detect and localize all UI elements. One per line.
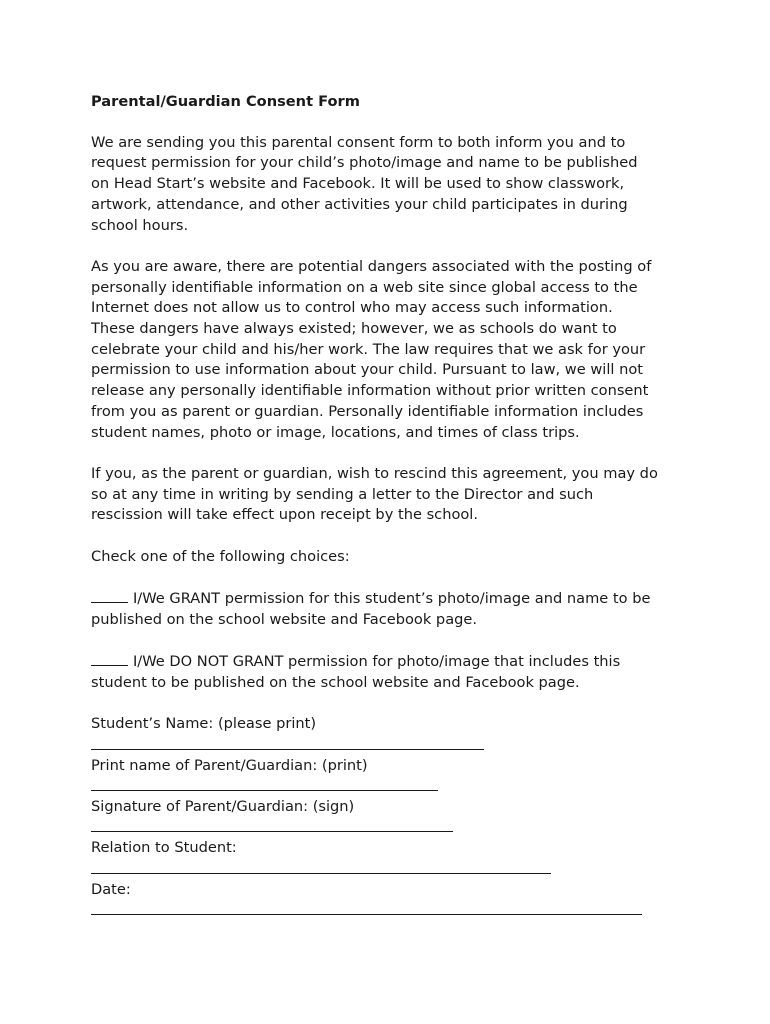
deny-checkbox-blank[interactable]: [91, 651, 128, 666]
deny-permission-text: I/We DO NOT GRANT permission for photo/image that includes this student to be published on the school website and Facebook page.: [91, 653, 621, 691]
relation-label: Relation to Student:: [91, 839, 237, 857]
relation-line[interactable]: [91, 859, 691, 880]
signature-label: Signature of Parent/Guardian: (sign): [91, 798, 355, 816]
date-line[interactable]: [91, 901, 691, 922]
intro-paragraph: We are sending you this parental consent form to both inform you and to request permission for your child’s photo/image and name to be published on Head Start’s website and Facebook. It will be used to show classwork, artwork, attendance, and other activities your child participates in during school hours.: [91, 133, 638, 234]
grant-checkbox-blank[interactable]: [91, 588, 128, 603]
grant-permission-text: I/We GRANT permission for this student’s photo/image and name to be published on the school website and Facebook page.: [91, 590, 651, 628]
signature-line[interactable]: [91, 818, 691, 839]
parent-name-line[interactable]: [91, 776, 691, 797]
student-name-line[interactable]: [91, 735, 691, 756]
parent-name-label: Print name of Parent/Guardian: (print): [91, 756, 368, 774]
relation-field: [91, 838, 691, 879]
dangers-paragraph: As you are aware, there are potential dangers associated with the posting of personally identifiable information on a web site since global access to the Internet does not allow us to control who may access such information. These dangers have always existed; however, we as schools do want to celebrate your child and his/her work. The law requires that we ask for your permission to use information about your child. Pursuant to law, we will not release any personally identifiable information without prior written consent from you as parent or guardian. Personally identifiable information includes student names, photo or image, locations, and times of class trips.: [91, 257, 652, 441]
choice-instruction: Check one of the following choices:: [91, 547, 350, 565]
date-label: Date:: [91, 880, 131, 898]
grant-permission-choice[interactable]: [91, 588, 691, 630]
consent-form: [91, 92, 691, 921]
date-field: [91, 880, 691, 921]
rescind-paragraph: If you, as the parent or guardian, wish to rescind this agreement, you may do so at any time in writing by sending a letter to the Director and such rescission will take effect upon receipt by the school.: [91, 464, 658, 524]
form-title: Parental/Guardian Consent Form: [91, 93, 360, 110]
deny-permission-choice[interactable]: [91, 651, 691, 693]
signature-field: [91, 797, 691, 838]
parent-name-field: [91, 756, 691, 797]
student-name-label: Student’s Name: (please print): [91, 715, 317, 733]
student-name-field: [91, 714, 691, 755]
